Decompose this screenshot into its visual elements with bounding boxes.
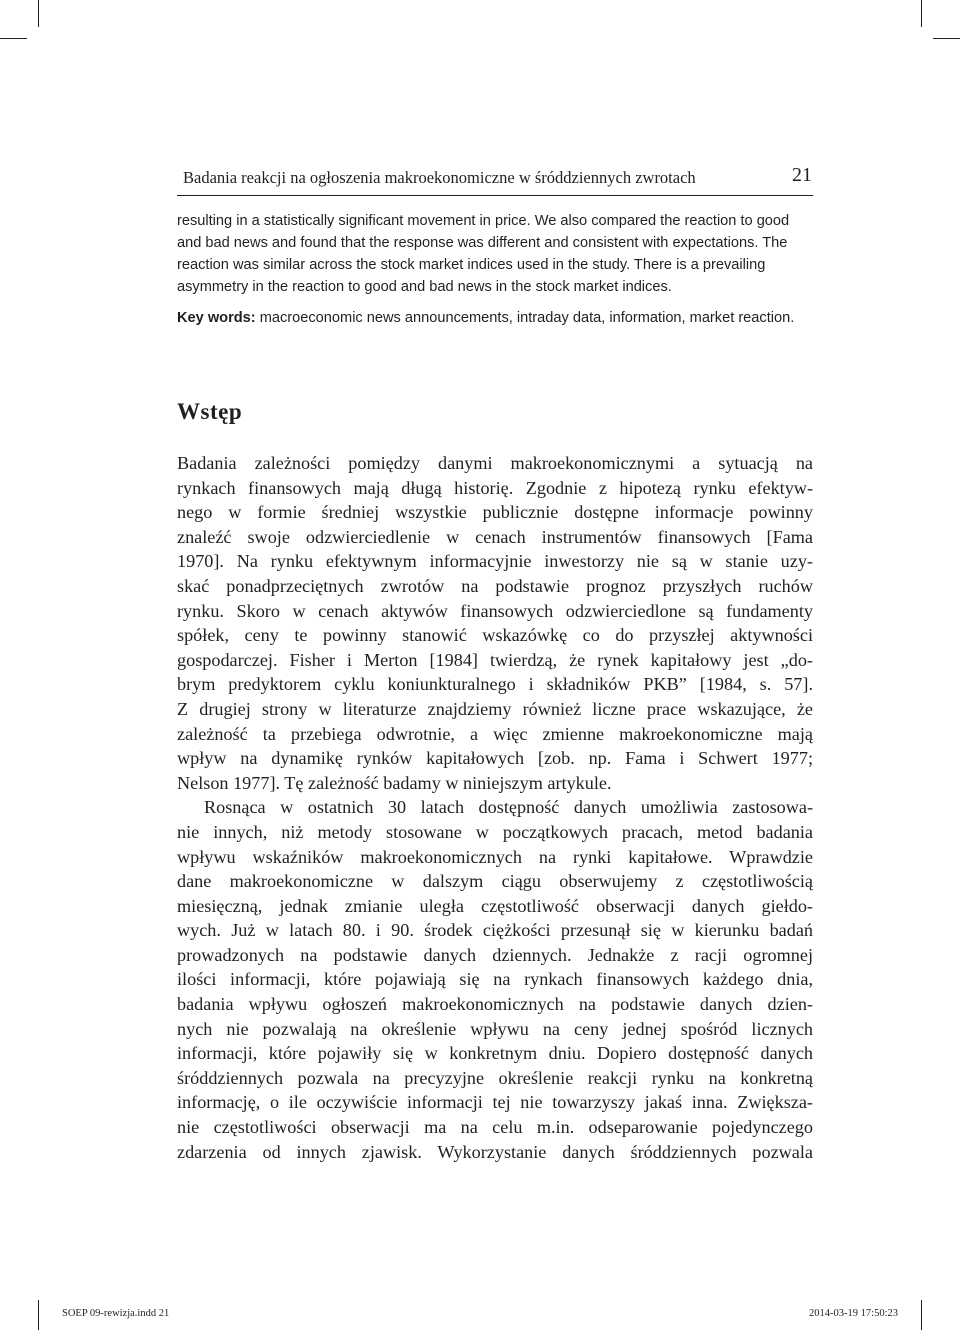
body-text xyxy=(177,451,813,1164)
abstract xyxy=(177,210,813,298)
page-number: 21 xyxy=(792,164,812,186)
crop-mark xyxy=(38,1300,39,1330)
crop-mark xyxy=(921,1300,922,1330)
keywords-text: macroeconomic news announcements, intraday data, information, market reaction. xyxy=(255,310,795,326)
crop-mark xyxy=(921,0,922,27)
body-line: 1970]. Na rynku efektywnym informacyjnie inwestorzy nie są w stanie uzy- xyxy=(177,551,813,572)
body-line: prowadzonych na podstawie danych dziennych. Jednakże z racji ogromnej xyxy=(177,944,813,965)
keywords xyxy=(177,307,813,329)
body-line: Badania zależności pomiędzy danymi makroekonomicznymi a sytuacją na xyxy=(177,453,813,473)
body-line: badania wpływu ogłoszeń makroekonomicznych na podstawie danych dzien- xyxy=(177,994,813,1015)
body-line: ilości informacji, które pojawiają się na rynkach finansowych każdego dnia, xyxy=(177,969,813,990)
body-line: wpływu wskaźników makroekonomicznych na rynki kapitałowe. Wprawdzie xyxy=(177,846,813,867)
body-line: znaleźć swoje odzwierciedlenie w cenach instrumentów finansowych [Fama xyxy=(177,526,813,547)
body-line: miesięczną, jednak zmianie uległa częstotliwość obserwacji danych giełdo- xyxy=(177,895,813,916)
body-line: zdarzenia od innych zjawisk. Wykorzystanie danych śróddziennych pozwala xyxy=(177,1141,813,1162)
body-line: nego w formie średniej wszystkie publicznie dostępne informacje powinny xyxy=(177,502,813,523)
body-line: dane makroekonomiczne w dalszym ciągu obserwujemy z częstotliwością xyxy=(177,871,813,892)
body-line: wych. Już w latach 80. i 90. środek ciężkości przesunął się w kierunku badań xyxy=(177,920,813,941)
abstract-line: reaction was similar across the stock market indices used in the study. There is a prevailing xyxy=(177,257,766,273)
running-header xyxy=(177,166,812,192)
body-line: wpływ na dynamikę rynków kapitałowych [zob. np. Fama i Schwert 1977; xyxy=(177,748,813,769)
body-line: rynkach finansowych mają długą historię. Zgodnie z hipotezą rynku efektyw- xyxy=(177,477,813,498)
body-line: informacji, które pojawiły się w konkretnym dniu. Dopiero dostępność danych xyxy=(177,1043,813,1064)
body-line: zależność ta przebiega odwrotnie, a więc zmienne makroekonomiczne mają xyxy=(177,723,813,744)
crop-mark xyxy=(0,38,27,39)
crop-mark xyxy=(38,0,39,27)
print-timestamp: 2014-03-19 17:50:23 xyxy=(809,1308,898,1319)
keywords-label: Key words: xyxy=(177,310,256,326)
header-rule xyxy=(177,195,813,196)
body-line: nie innych, niż metody stosowane w początkowych pracach, metod badania xyxy=(177,821,813,842)
abstract-line: resulting in a statistically significant movement in price. We also compared the reaction to good xyxy=(177,213,790,229)
abstract-line: asymmetry in the reaction to good and bad news in the stock market indices. xyxy=(177,279,672,295)
abstract-line: and bad news and found that the response was different and consistent with expectations. The xyxy=(177,235,788,251)
print-slug xyxy=(0,1300,960,1330)
body-line: gospodarczej. Fisher i Merton [1984] twierdzą, że rynek kapitałowy jest „do- xyxy=(177,649,813,670)
body-line: informację, o ile oczywiście informacji tej nie towarzyszy jakaś inna. Zwiększa- xyxy=(177,1092,813,1113)
body-line: brym predyktorem cyklu koniunkturalnego i składników PKB” [1984, s. 57]. xyxy=(177,674,813,695)
crop-mark xyxy=(933,38,960,39)
body-line: śróddziennych pozwala na precyzyjne określenie reakcji rynku na konkretną xyxy=(177,1067,813,1088)
body-line: spółek, ceny te powinny stanowić wskazówkę co do przyszłej aktywności xyxy=(177,625,813,646)
body-line: rynku. Skoro w cenach aktywów finansowych odzwierciedlone są fundamenty xyxy=(177,600,813,621)
body-line: Nelson 1977]. Tę zależność badamy w niniejszym artykule. xyxy=(177,772,612,793)
body-line: Rosnąca w ostatnich 30 latach dostępność danych umożliwia zastosowa- xyxy=(204,797,813,818)
file-info: SOEP 09-rewizja.indd 21 xyxy=(62,1308,170,1319)
running-title: Badania reakcji na ogłoszenia makroekonomiczne w śróddziennych zwrotach xyxy=(183,168,696,187)
body-line: nych nie pozwalają na określenie wpływu na ceny jednej spośród licznych xyxy=(177,1018,813,1039)
body-line: Z drugiej strony w literaturze znajdziemy również liczne prace wskazujące, że xyxy=(177,698,813,719)
section-title: Wstęp xyxy=(177,399,243,424)
body-line: skać ponadprzeciętnych zwrotów na podstawie prognoz przyszłych ruchów xyxy=(177,575,813,596)
body-line: nie częstotliwości obserwacji ma na celu m.in. odseparowanie pojedynczego xyxy=(177,1117,813,1138)
